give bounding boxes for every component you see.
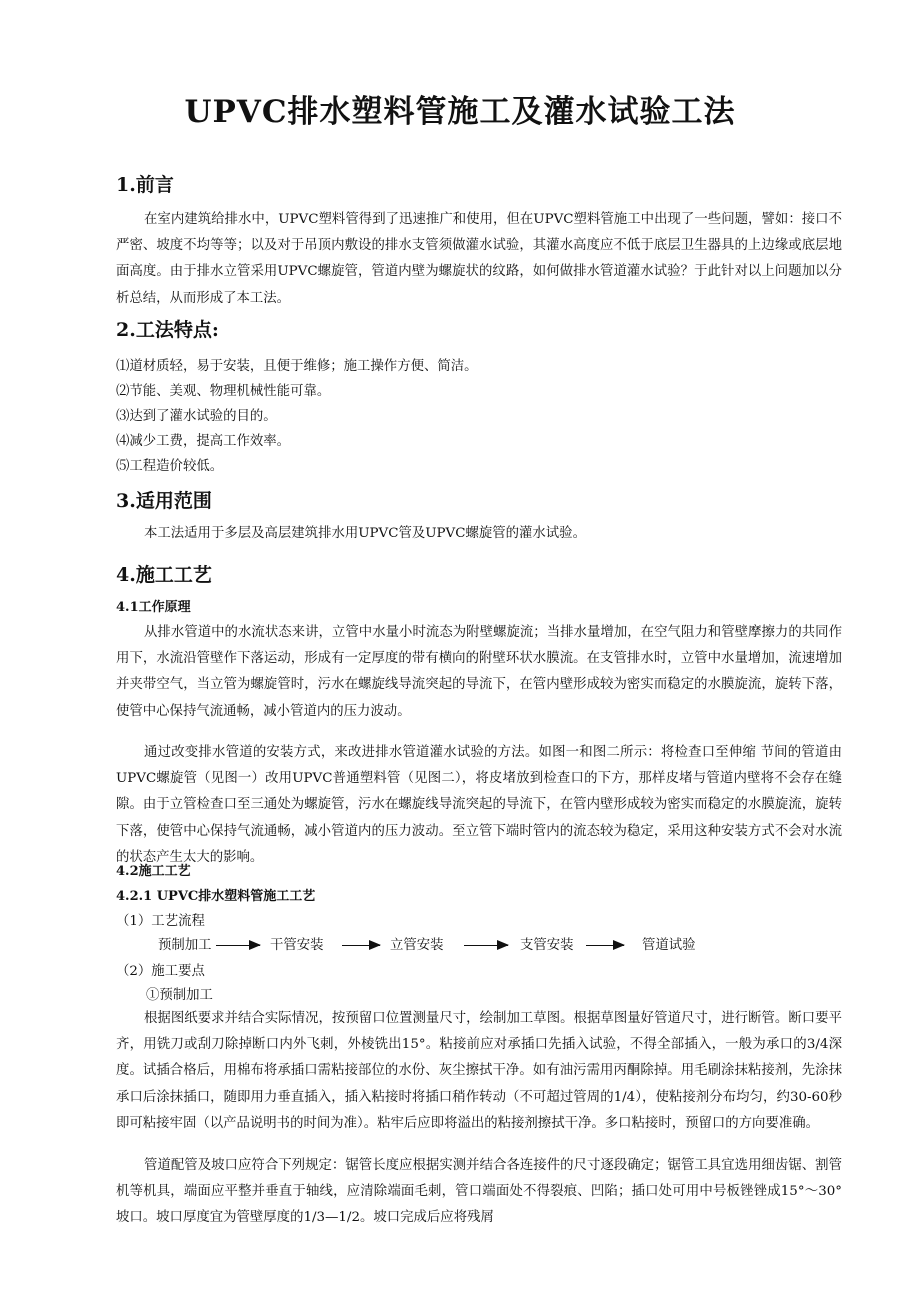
section-heading-process: 4.施工工艺 <box>116 564 212 586</box>
feature-item: ⑴道材质轻，易于安装，且便于维修；施工操作方便、简洁。 <box>116 359 478 374</box>
subsection-heading-construction: 4.2施工工艺 <box>116 864 191 879</box>
arrow-right-icon <box>216 945 260 946</box>
feature-item: ⑷减少工费，提高工作效率。 <box>116 434 291 449</box>
subsection-heading-principle: 4.1工作原理 <box>116 600 191 615</box>
document-title: UPVC排水塑料管施工及灌水试验工法 <box>184 94 736 130</box>
scope-paragraph: 本工法适用于多层及高层建筑排水用UPVC管及UPVC螺旋管的灌水试验。 <box>144 526 586 541</box>
feature-item: ⑸工程造价较低。 <box>116 459 224 474</box>
flow-step: 干管安装 <box>270 938 324 953</box>
feature-item: ⑵节能、美观、物理机械性能可靠。 <box>116 384 331 399</box>
process-flow <box>158 936 798 956</box>
subsection-heading-upvc: 4.2.1 UPVC排水塑料管施工工艺 <box>116 889 316 904</box>
arrow-right-icon <box>586 945 624 946</box>
flow-step: 支管安装 <box>520 938 574 953</box>
preface-paragraph: 在室内建筑给排水中，UPVC塑料管得到了迅速推广和使用，但在UPVC塑料管施工中出现了一些问题，譬如：接口不严密、坡度不均等等；以及对于吊顶内敷设的排水支管须做灌水试验，其灌水高度应不低于底层卫生器具的上边缘或底层地面高度。由于排水立管采用UPVC螺旋管，管道内壁为螺旋状的纹路，如何做排水管道灌水试验？于此针对以上问题加以分析总结，从而形成了本工法。 <box>116 212 842 306</box>
arrow-right-icon <box>464 945 508 946</box>
pipe-fitting-paragraph: 管道配管及坡口应符合下列规定：锯管长度应根据实测并结合各连接件的尺寸逐段确定；锯管工具宜选用细齿锯、割管机等机具，端面应平整并垂直于轴线，应清除端面毛刺，管口端面处不得裂痕、凹陷；插口处可用中号板锉锉成15°～30°坡口。坡口厚度宜为管壁厚度的1/3—1/2。坡口完成后应将残屑 <box>116 1158 842 1226</box>
feature-item: ⑶达到了灌水试验的目的。 <box>116 409 277 424</box>
section-heading-features: 2.工法特点: <box>116 319 219 341</box>
section-heading-scope: 3.适用范围 <box>116 490 212 512</box>
point1-label: ①预制加工 <box>146 988 213 1003</box>
points-label: （2）施工要点 <box>116 964 205 979</box>
section-heading-preface: 1.前言 <box>116 174 174 196</box>
arrow-right-icon <box>342 945 380 946</box>
flow-step: 立管安装 <box>390 938 444 953</box>
flow-step: 管道试验 <box>642 938 696 953</box>
flow-step: 预制加工 <box>158 938 212 953</box>
principle-paragraph-2: 通过改变排水管道的安装方式，来改进排水管道灌水试验的方法。如图一和图二所示：将检查口至伸缩 节间的管道由UPVC螺旋管（见图一）改用UPVC普通塑料管（见图二），将皮堵放到检查口的下方，那样皮堵与管道内壁将不会存在缝隙。由于立管检查口至三通处为螺旋管，污水在螺旋线导流突起的导流下，在管内壁形成较为密实而稳定的水膜旋流，旋转下落，使管中心保持气流通畅，减小管道内的压力波动。至立管下端时管内的流态较为稳定，采用这种安装方式不会对水流的状态产生太大的影响。 <box>116 745 842 865</box>
principle-paragraph-1: 从排水管道中的水流状态来讲，立管中水量小时流态为附壁螺旋流；当排水量增加，在空气阻力和管壁摩擦力的共同作用下，水流沿管壁作下落运动，形成有一定厚度的带有横向的附壁环状水膜流。在支管排水时，立管中水量增加，流速增加并夹带空气，当立管为螺旋管时，污水在螺旋线导流突起的导流下，在管内壁形成较为密实而稳定的水膜旋流，旋转下落，使管中心保持气流通畅，减小管道内的压力波动。 <box>116 625 842 719</box>
prefab-paragraph: 根据图纸要求并结合实际情况，按预留口位置测量尺寸，绘制加工草图。根据草图量好管道尺寸，进行断管。断口要平齐，用铣刀或刮刀除掉断口内外飞刺，外棱铣出15°。粘接前应对承插口先插入试验，不得全部插入，一般为承口的3/4深度。试插合格后，用棉布将承插口需粘接部位的水份、灰尘擦拭干净。如有油污需用丙酮除掉。用毛刷涂抹粘接剂，先涂抹承口后涂抹插口，随即用力垂直插入，插入粘接时将插口稍作转动（不可超过管周的1/4），使粘接剂分布均匀，约30-60秒即可粘接牢固（以产品说明书的时间为准）。粘牢后应即将溢出的粘接剂擦拭干净。多口粘接时，预留口的方向要准确。 <box>116 1011 842 1131</box>
flow-label: （1）工艺流程 <box>116 914 205 929</box>
